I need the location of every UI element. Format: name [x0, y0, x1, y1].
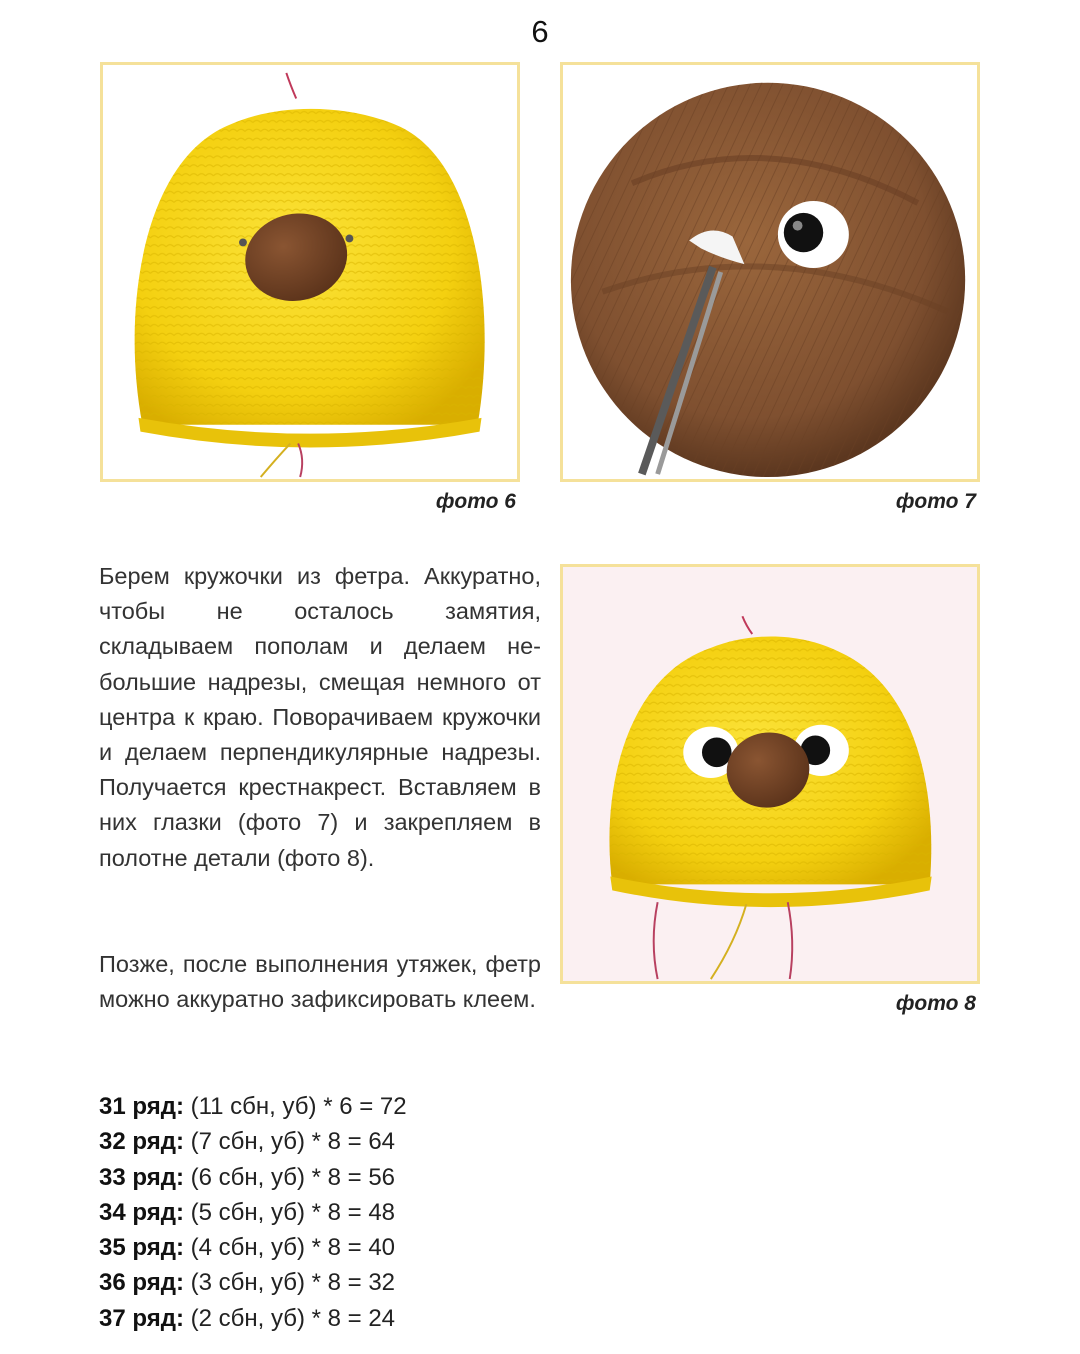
row-label: 33 ряд:: [99, 1163, 184, 1191]
instruction-paragraph: Берем кружочки из фетра. Аккуратно, чтобы не осталось замятия, складываем пополам и делаем небольшие надрезы, смещая немного от центра к краю. Поворачиваем кружочки и делаем перпендикулярные надрезы. Получается крестнакрест. Вставляем в них глазки (фото 7) и закрепляем в полотне детали (фото 8).: [99, 563, 541, 871]
photo-8-caption: фото 8: [895, 992, 976, 1015]
row-text: (5 сбн, уб) * 8 = 48: [183, 1198, 396, 1226]
row-text: (11 сбн, уб) * 6 = 72: [183, 1093, 407, 1120]
photo-7-image: [563, 65, 977, 479]
row-text: (6 сбн, уб) * 8 = 56: [183, 1163, 396, 1191]
photo-8: [560, 564, 980, 984]
page-number: 6: [531, 14, 549, 49]
photo-6-caption: фото 6: [435, 490, 516, 513]
row-label: 35 ряд:: [99, 1234, 184, 1262]
row-text: (3 сбн, уб) * 8 = 32: [183, 1269, 396, 1297]
photo-8-image: [563, 567, 977, 981]
row-label: 36 ряд:: [99, 1269, 184, 1297]
row-34: [99, 1195, 559, 1230]
row-text: (4 сбн, уб) * 8 = 40: [183, 1234, 396, 1262]
row-instructions: [99, 1089, 559, 1336]
row-label: 31 ряд:: [99, 1093, 184, 1120]
row-label: 34 ряд:: [99, 1198, 184, 1226]
note-paragraph: Позже, после выполнения утяжек, фетр можно аккуратно зафиксировать клеем.: [99, 951, 541, 1013]
row-37: [99, 1301, 559, 1336]
row-label: 32 ряд:: [99, 1128, 184, 1156]
photo-6-image: [103, 65, 517, 479]
row-label: 37 ряд:: [99, 1304, 184, 1332]
photo-7: [560, 62, 980, 482]
row-36: [99, 1265, 559, 1300]
row-35: [99, 1230, 559, 1265]
row-text: (7 сбн, уб) * 8 = 64: [183, 1128, 396, 1156]
photo-7-caption: фото 7: [895, 490, 976, 513]
row-32: [99, 1124, 559, 1159]
row-text: (2 сбн, уб) * 8 = 24: [183, 1304, 396, 1332]
row-33: [99, 1160, 559, 1195]
photo-6: [100, 62, 520, 482]
row-31: [99, 1089, 559, 1124]
